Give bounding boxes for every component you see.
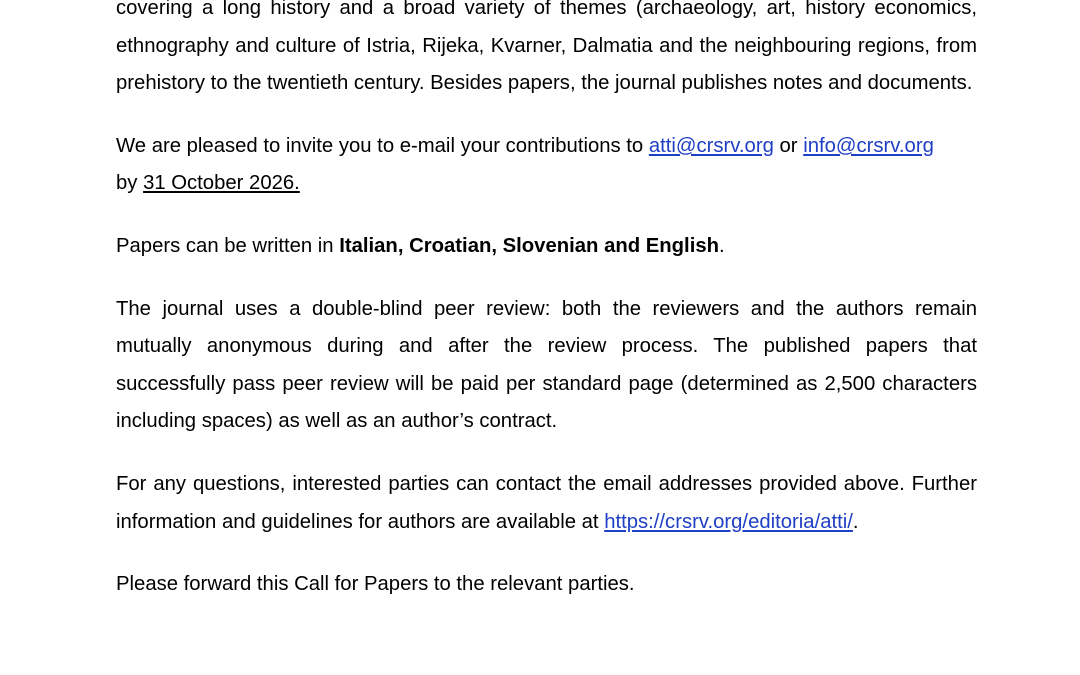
intro-cut-line: covering a long history and a broad variety of themes (archaeology, art, history [116, 0, 866, 19]
intro-paragraph [116, 0, 977, 103]
intro-text: economics, ethnography and culture of Istria, Rijeka, Kvarner, Dalmatia and the neighbouring regions, from prehistory to the twentieth century. Besides papers, the journal publishes notes and documents. [116, 0, 977, 95]
document-page [116, 0, 977, 629]
languages-text: Papers can be written in [116, 234, 340, 257]
forward-text: Please forward this Call for Papers to the relevant parties. [116, 573, 635, 596]
questions-end: . [852, 510, 859, 533]
invite-paragraph [116, 128, 977, 203]
review-text: The journal uses a double-blind peer review: both the reviewers and the authors remain mutually anonymous during and after the review process. The published papers that successfully pass peer review will be paid per standard page (determined as 2,500 characters including spaces) as well as an author’s contract. [116, 297, 977, 433]
review-paragraph [116, 291, 977, 441]
invite-by: by [116, 172, 144, 195]
deadline-date: 31 October 2026. [143, 172, 300, 195]
invite-or: or [773, 134, 804, 157]
email-link-atti[interactable]: atti@crsrv.org [648, 134, 774, 157]
languages-list: Italian, Croatian, Slovenian and English [339, 234, 719, 257]
invite-text: We are pleased to invite you to e-mail your contributions to [116, 134, 649, 157]
languages-end: . [719, 234, 725, 257]
questions-text: For any questions, interested parties can contact the email addresses provided above. Further information and guidelines for authors are available at [116, 472, 977, 533]
email-link-info[interactable]: info@crsrv.org [803, 134, 934, 157]
guidelines-link[interactable]: https://crsrv.org/editoria/atti/ [604, 510, 853, 533]
questions-paragraph [116, 466, 977, 541]
forward-paragraph [116, 566, 977, 604]
languages-paragraph [116, 228, 977, 266]
